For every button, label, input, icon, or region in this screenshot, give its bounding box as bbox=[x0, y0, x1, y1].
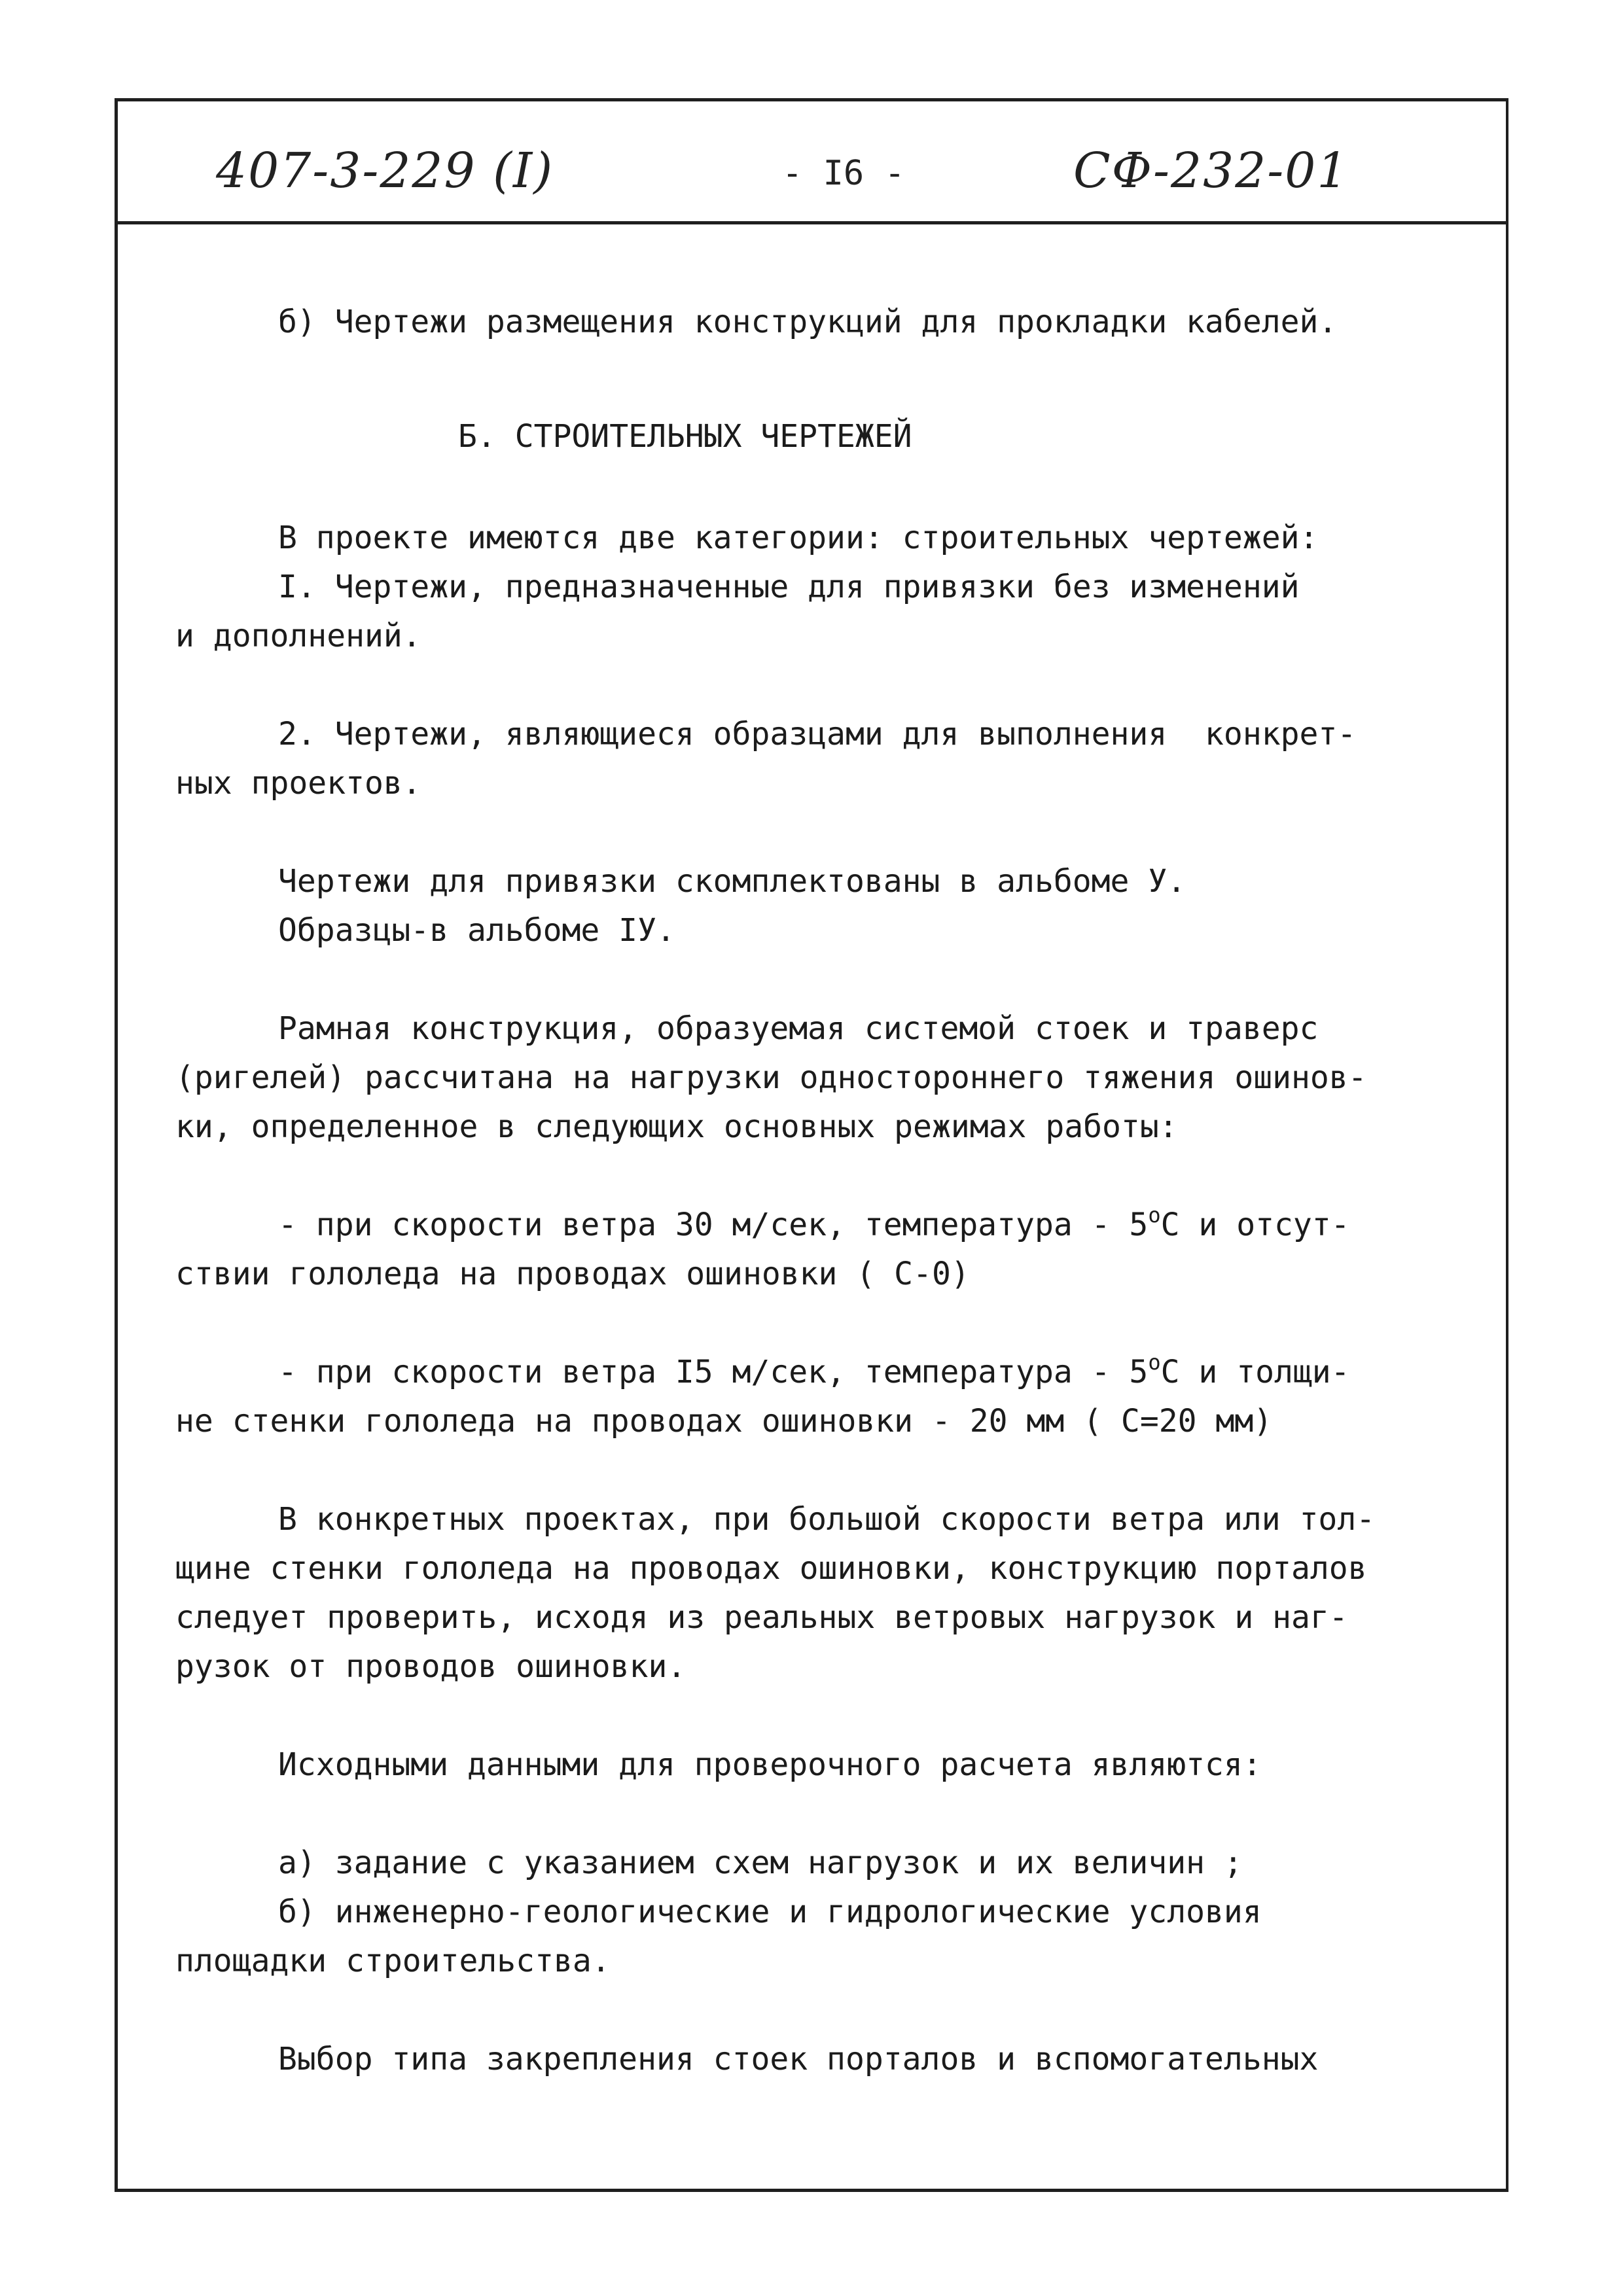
list-item: а) задание с указанием схем нагрузок и их величин ; bbox=[278, 1845, 1243, 1881]
header-divider bbox=[115, 221, 1508, 224]
paragraph-line: Выбор типа закрепления стоек порталов и вспомогательных bbox=[278, 2041, 1319, 2077]
paragraph-line: и дополнений. bbox=[175, 618, 421, 654]
degree-superscript: о bbox=[1148, 1203, 1161, 1227]
paragraph-line: площадки строительства. bbox=[175, 1943, 611, 1979]
list-item: б) инженерно-геологические и гидрологические условия bbox=[278, 1894, 1262, 1930]
paragraph-line: (ригелей) рассчитана на нагрузки одностороннего тяжения ошинов- bbox=[175, 1059, 1367, 1096]
sheet-code: СФ-232-01 bbox=[1073, 143, 1349, 199]
paragraph-line: В конкретных проектах, при большой скорости ветра или тол- bbox=[278, 1501, 1376, 1538]
paragraph-line: Чертежи для привязки скомплектованы в альбоме У. bbox=[278, 863, 1186, 900]
paragraph-line: I. Чертежи, предназначенные для привязки без изменений bbox=[278, 569, 1300, 605]
paragraph-line: б) Чертежи размещения конструкций для прокладки кабелей. bbox=[278, 304, 1338, 340]
paragraph-line: ных проектов. bbox=[175, 765, 421, 802]
paragraph-line: щине стенки гололеда на проводах ошиновки, конструкцию порталов bbox=[175, 1550, 1367, 1587]
paragraph-line: ки, определенное в следующих основных режимах работы: bbox=[175, 1108, 1178, 1145]
page-number: - I6 - bbox=[782, 154, 905, 193]
paragraph-line: ствии гололеда на проводах ошиновки ( С-0) bbox=[175, 1256, 970, 1292]
document-code: 407-3-229 (I) bbox=[216, 143, 554, 199]
paragraph-line: следует проверить, исходя из реальных ветровых нагрузок и наг- bbox=[175, 1599, 1348, 1636]
paragraph-line: 2. Чертежи, являющиеся образцами для выполнения конкрет- bbox=[278, 716, 1357, 752]
degree-superscript: о bbox=[1148, 1350, 1161, 1375]
paragraph-line: Образцы-в альбоме IУ. bbox=[278, 912, 675, 949]
wind-mode-line: - при скорости ветра 30 м/сек, температура - $5^оС$ и отсут- bbox=[278, 1203, 1350, 1243]
ice-mode-line: - при скорости ветра I5 м/сек, температура - $5^оС$ и толщи- bbox=[278, 1350, 1350, 1390]
section-heading: Б. СТРОИТЕЛЬНЫХ ЧЕРТЕЖЕЙ bbox=[458, 418, 912, 455]
paragraph-line: В проекте имеются две категории: строительных чертежей: bbox=[278, 520, 1319, 556]
paragraph-line: Исходными данными для проверочного расчета являются: bbox=[278, 1746, 1262, 1783]
paragraph-line: Рамная конструкция, образуемая системой стоек и траверс bbox=[278, 1010, 1319, 1047]
paragraph-line: не стенки гололеда на проводах ошиновки - 20 мм ( С=20 мм) bbox=[175, 1403, 1273, 1439]
paragraph-line: рузок от проводов ошиновки. bbox=[175, 1648, 687, 1685]
